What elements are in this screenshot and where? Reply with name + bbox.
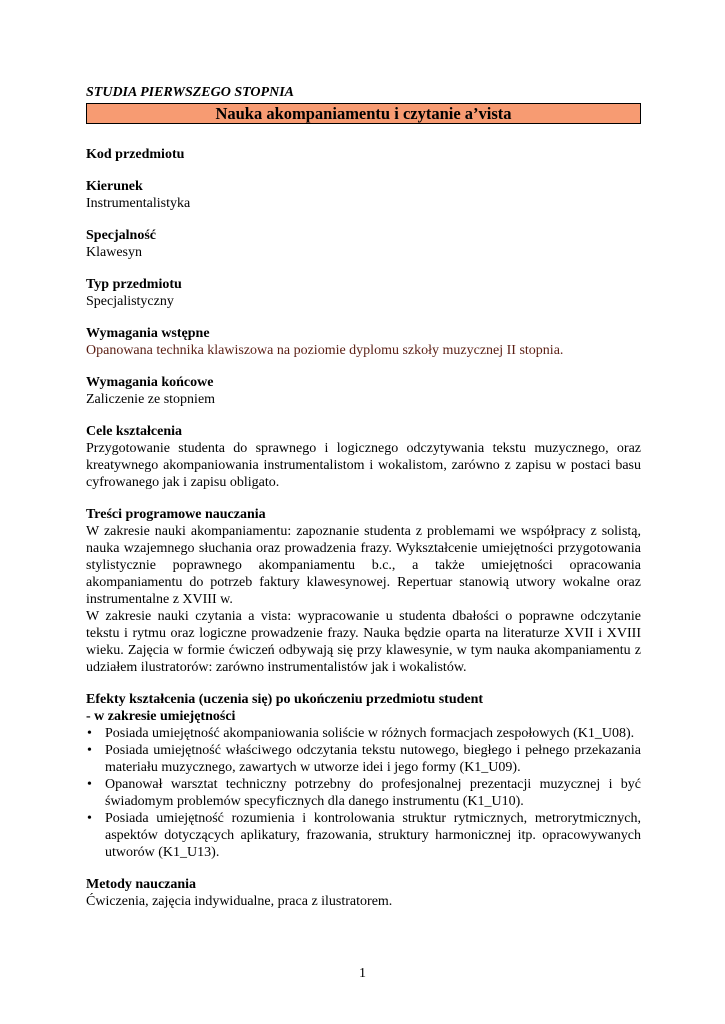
bullet-icon: • bbox=[87, 811, 92, 826]
tresci-paragraph-2: W zakresie nauki czytania a vista: wypracowanie u studenta dbałości o poprawne odczytanie tekstu i rytmu oraz logiczne prowadzenie frazy. Nauka będzie oparta na literaturze XVII i XVIII wieku. Zajęcia w formie ćwiczeń odbywają się przy klawesynie, w tym nauka akompaniamentu z udziałem ilustratorów: zarówno instrumentalistów jak i wokalistów. bbox=[86, 609, 641, 675]
specjalnosc-label: Specjalność bbox=[86, 228, 156, 243]
section-wymagania-koncowe bbox=[86, 374, 641, 408]
bullet-icon: • bbox=[87, 743, 92, 758]
bullet-icon: • bbox=[87, 726, 92, 741]
list-item bbox=[86, 742, 641, 776]
metody-label: Metody nauczania bbox=[86, 877, 197, 892]
section-efekty bbox=[86, 691, 641, 861]
kierunek-label: Kierunek bbox=[86, 179, 143, 194]
kierunek-value: Instrumentalistyka bbox=[86, 196, 191, 211]
document-content bbox=[86, 84, 641, 910]
list-item-text: Opanował warsztat techniczny potrzebny do profesjonalnej prezentacji muzycznej i być świadomym problemów specyficznych dla danego instrumentu (K1_U10). bbox=[105, 777, 641, 809]
section-kod bbox=[86, 146, 641, 163]
cele-text: Przygotowanie studenta do sprawnego i logicznego odczytywania tekstu muzycznego, oraz kreatywnego akompaniowania instrumentalistom i wokalistom, zarówno z zapisu w postaci basu cyfrowanego jak i zapisu obligato. bbox=[86, 441, 641, 490]
bullet-icon: • bbox=[87, 777, 92, 792]
list-item bbox=[86, 810, 641, 861]
list-item-text: Posiada umiejętność rozumienia i kontrolowania struktur rytmicznych, metrorytmicznych, aspektów dotyczących aplikatury, frazowania, struktury harmonicznej itp. opracowywanych utworów (K1_U13). bbox=[105, 811, 641, 860]
course-title: Nauka akompaniamentu i czytanie a’vista bbox=[86, 103, 641, 124]
metody-value: Ćwiczenia, zajęcia indywidualne, praca z ilustratorem. bbox=[86, 894, 393, 909]
section-wymagania-wstepne bbox=[86, 325, 641, 359]
page-number: 1 bbox=[359, 966, 366, 981]
wymagania-wstepne-value: Opanowana technika klawiszowa na poziomie dyplomu szkoły muzycznej II stopnia. bbox=[86, 343, 564, 358]
efekty-list bbox=[86, 725, 641, 861]
efekty-label: Efekty kształcenia (uczenia się) po ukończeniu przedmiotu student bbox=[86, 692, 484, 707]
specjalnosc-value: Klawesyn bbox=[86, 245, 142, 260]
wymagania-koncowe-value: Zaliczenie ze stopniem bbox=[86, 392, 216, 407]
list-item-text: Posiada umiejętność akompaniowania soliście w różnych formacjach zespołowych (K1_U08). bbox=[105, 726, 635, 741]
cele-label: Cele kształcenia bbox=[86, 424, 183, 439]
section-cele bbox=[86, 423, 641, 491]
section-typ bbox=[86, 276, 641, 310]
tresci-label: Treści programowe nauczania bbox=[86, 507, 266, 522]
typ-label: Typ przedmiotu bbox=[86, 277, 182, 292]
typ-value: Specjalistyczny bbox=[86, 294, 174, 309]
study-level: STUDIA PIERWSZEGO STOPNIA bbox=[86, 85, 294, 100]
tresci-paragraph-1: W zakresie nauki akompaniamentu: zapoznanie studenta z problemami we współpracy z solistą, nauka wzajemnego słuchania oraz prowadzenia frazy. Wykształcenie umiejętności przygotowania stylistycznie poprawnego akompaniamentu b.c., a także umiejętności opracowania akompaniamentu do potrzeb faktury klawesynowej. Repertuar stanowią utwory wokalne oraz instrumentalne z XVIII w. bbox=[86, 524, 641, 607]
list-item bbox=[86, 725, 641, 742]
section-specjalnosc bbox=[86, 227, 641, 261]
kod-label: Kod przedmiotu bbox=[86, 147, 185, 162]
list-item-text: Posiada umiejętność właściwego odczytania tekstu nutowego, biegłego i pełnego przekazania materiału muzycznego, zawartych w utworze idei i jego formy (K1_U09). bbox=[105, 743, 641, 775]
wymagania-wstepne-label: Wymagania wstępne bbox=[86, 326, 210, 341]
efekty-sublabel: - w zakresie umiejętności bbox=[86, 709, 236, 724]
list-item bbox=[86, 776, 641, 810]
section-tresci bbox=[86, 506, 641, 676]
section-metody bbox=[86, 876, 641, 910]
section-kierunek bbox=[86, 178, 641, 212]
wymagania-koncowe-label: Wymagania końcowe bbox=[86, 375, 214, 390]
